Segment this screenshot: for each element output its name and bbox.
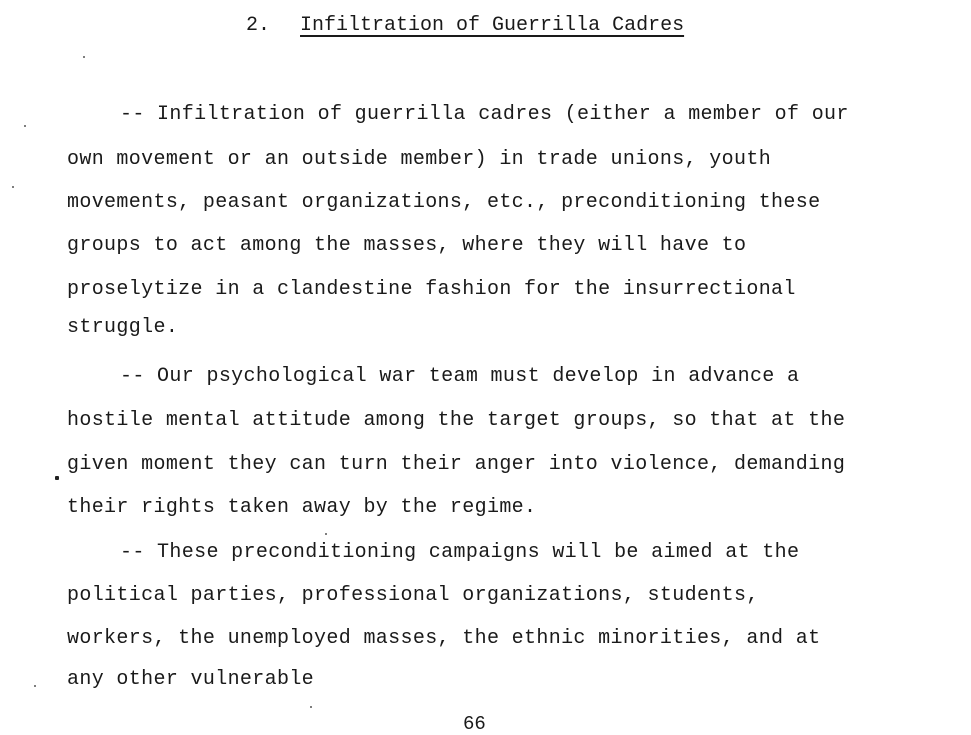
text-line: any other vulnerable	[67, 668, 315, 691]
scan-speck	[55, 476, 59, 480]
text-line: hostile mental attitude among the target groups, so that at the	[67, 409, 846, 432]
scan-speck	[34, 685, 36, 687]
text-line: own movement or an outside member) in trade unions, youth	[67, 148, 772, 171]
section-title: Infiltration of Guerrilla Cadres	[300, 14, 685, 37]
scan-speck	[325, 533, 327, 535]
text-line: their rights taken away by the regime.	[67, 496, 537, 519]
text-line: -- Infiltration of guerrilla cadres (either a member of our	[120, 103, 849, 126]
section-heading	[246, 14, 684, 37]
page-number: 66	[463, 713, 486, 735]
text-line: given moment they can turn their anger into violence, demanding	[67, 453, 846, 476]
scan-speck	[24, 125, 26, 127]
section-number: 2.	[246, 14, 271, 37]
text-line: -- Our psychological war team must develop in advance a	[120, 365, 800, 388]
text-line: proselytize in a clandestine fashion for the insurrectional	[67, 278, 796, 301]
text-line: struggle.	[67, 316, 179, 339]
text-line: movements, peasant organizations, etc., preconditioning these	[67, 191, 821, 214]
text-line: workers, the unemployed masses, the ethnic minorities, and at	[67, 627, 821, 650]
text-line: groups to act among the masses, where they will have to	[67, 234, 747, 257]
scan-speck	[12, 186, 14, 188]
text-line: -- These preconditioning campaigns will be aimed at the	[120, 541, 800, 564]
scan-speck	[310, 706, 312, 708]
scan-speck	[83, 56, 85, 58]
text-line: political parties, professional organizations, students,	[67, 584, 759, 607]
